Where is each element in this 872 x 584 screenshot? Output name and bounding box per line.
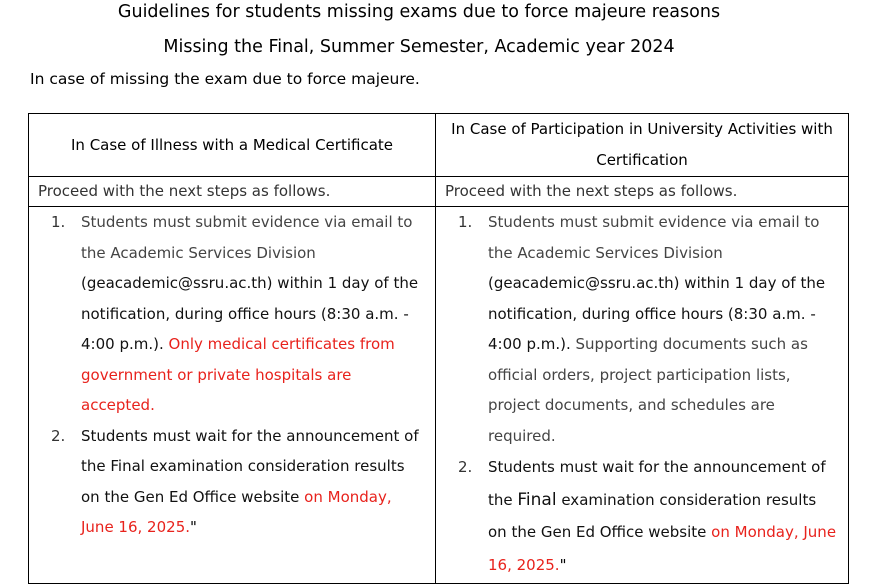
- document-subtitle: Missing the Final, Summer Semester, Academic year 2024: [163, 37, 675, 57]
- steps-cell-illness: [29, 207, 436, 584]
- document-title: Guidelines for students missing exams due to force majeure reasons: [117, 2, 721, 22]
- header-activities: In Case of Participation in University Activities with Certification: [436, 114, 849, 177]
- step-email-text: (geacademic@ssru.ac.th) within 1 day of the notification, during office hours (8:30 a.m. - 4:00 p.m.).: [488, 274, 826, 353]
- steps-list-activities: [436, 207, 838, 581]
- step-email-text: (geacademic@ssru.ac.th) within 1 day of the notification, during office hours (8:30 a.m. - 4:00 p.m.).: [81, 274, 419, 353]
- step-text-continued: examination consideration results on the Gen Ed Office website: [488, 490, 817, 541]
- step-supporting-docs: Supporting documents such as official orders, project participation lists, project documents, and schedules are required.: [488, 335, 808, 445]
- step-text: Students must submit evidence via email to the Academic Services Division: [488, 213, 820, 262]
- step-text: Students must wait for the announcement of the Final examination consideration results on the Gen Ed Office website: [81, 426, 419, 506]
- intro-text: In case of missing the exam due to force majeure.: [30, 70, 420, 88]
- step-date-highlight: on Monday, June 16, 2025.: [488, 523, 837, 574]
- step-number: 1.: [458, 213, 473, 231]
- step-closing-quote: ": [559, 555, 567, 574]
- proceed-text-illness: Proceed with the next steps as follows.: [29, 177, 436, 207]
- list-item: [436, 451, 838, 581]
- step-number: 1.: [51, 213, 66, 231]
- list-item: [29, 421, 425, 543]
- proceed-text-activities: Proceed with the next steps as follows.: [436, 177, 849, 207]
- step-number: 2.: [458, 458, 473, 476]
- step-date-highlight: on Monday, June 16, 2025.: [81, 487, 392, 536]
- table-header-row: [29, 114, 849, 177]
- list-item: [29, 207, 425, 421]
- header-illness: In Case of Illness with a Medical Certificate: [29, 114, 436, 177]
- step-closing-quote: ": [190, 518, 197, 536]
- steps-list-illness: [29, 207, 425, 543]
- step-text: Students must wait for the announcement of the: [488, 458, 826, 509]
- step-text: Students must submit evidence via email to the Academic Services Division: [81, 213, 413, 262]
- step-number: 2.: [51, 426, 66, 445]
- steps-row: [29, 207, 849, 584]
- guidelines-table: [28, 113, 849, 584]
- list-item: [436, 207, 838, 451]
- proceed-row: [29, 177, 849, 207]
- step-highlight: Only medical certificates from government or private hospitals are accepted.: [81, 335, 395, 414]
- step-final-word: Final: [517, 489, 557, 510]
- steps-cell-activities: [436, 207, 849, 584]
